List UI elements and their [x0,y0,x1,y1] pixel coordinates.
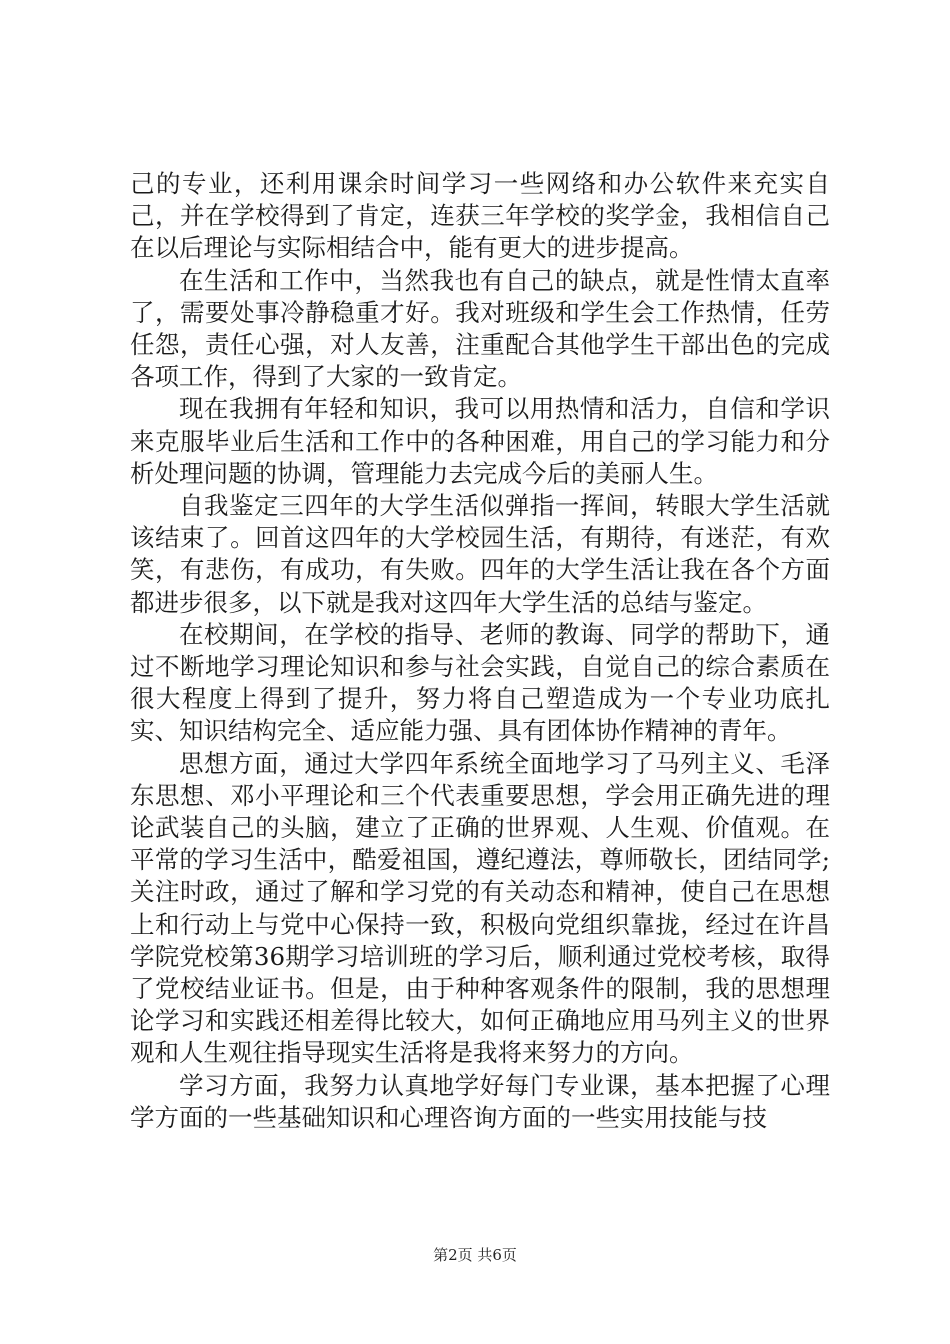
paragraph: 在校期间，在学校的指导、老师的教诲、同学的帮助下，通过不断地学习理论知识和参与社会实践，自觉自己的综合素质在很大程度上得到了提升，努力将自己塑造成为一个专业功底扎实、知识结构完全、适应能力强、具有团体协作精神的青年。 [130,619,830,746]
paragraph: 现在我拥有年轻和知识，我可以用热情和活力，自信和学识来克服毕业后生活和工作中的各种困难，用自己的学习能力和分析处理问题的协调，管理能力去完成今后的美丽人生。 [130,394,830,488]
paragraph: 在生活和工作中，当然我也有自己的缺点，就是性情太直率了，需要处事冷静稳重才好。我对班级和学生会工作热情，任劳任怨，责任心强，对人友善，注重配合其他学生干部出色的完成各项工作，得到了大家的一致肯定。 [130,265,830,392]
paragraph: 学习方面，我努力认真地学好每门专业课，基本把握了心理学方面的一些基础知识和心理咨询方面的一些实用技能与技 [130,1070,830,1132]
paragraph: 自我鉴定三四年的大学生活似弹指一挥间，转眼大学生活就该结束了。回首这四年的大学校园生活，有期待，有迷茫，有欢笑，有悲伤，有成功，有失败。四年的大学生活让我在各个方面都进步很多，以下就是我对这四年大学生活的总结与鉴定。 [130,491,830,617]
paragraph: 己的专业，还利用课余时间学习一些网络和办公软件来充实自己，并在学校得到了肯定，连获三年学校的奖学金，我相信自己在以后理论与实际相结合中，能有更大的进步提高。 [130,169,830,263]
paragraph: 思想方面，通过大学四年系统全面地学习了马列主义、毛泽东思想、邓小平理论和三个代表重要思想，学会用正确先进的理论武装自己的头脑，建立了正确的世界观、人生观、价值观。在平常的学习生活中，酷爱祖国，遵纪遵法，尊师敬长，团结同学;关注时政，通过了解和学习党的有关动态和精神，使自己在思想上和行动上与党中心保持一致，积极向党组织靠拢，经过在许昌学院党校第36期学习培训班的学习后，顺利通过党校考核，取得了党校结业证书。但是，由于种种客观条件的限制，我的思想理论学习和实践还相差得比较大，如何正确地应用马列主义的世界观和人生观往指导现实生活将是我将来努力的方向。 [130,748,830,1068]
document-body [130,168,830,1134]
page-footer: 第2页 共6页 [433,1246,517,1264]
